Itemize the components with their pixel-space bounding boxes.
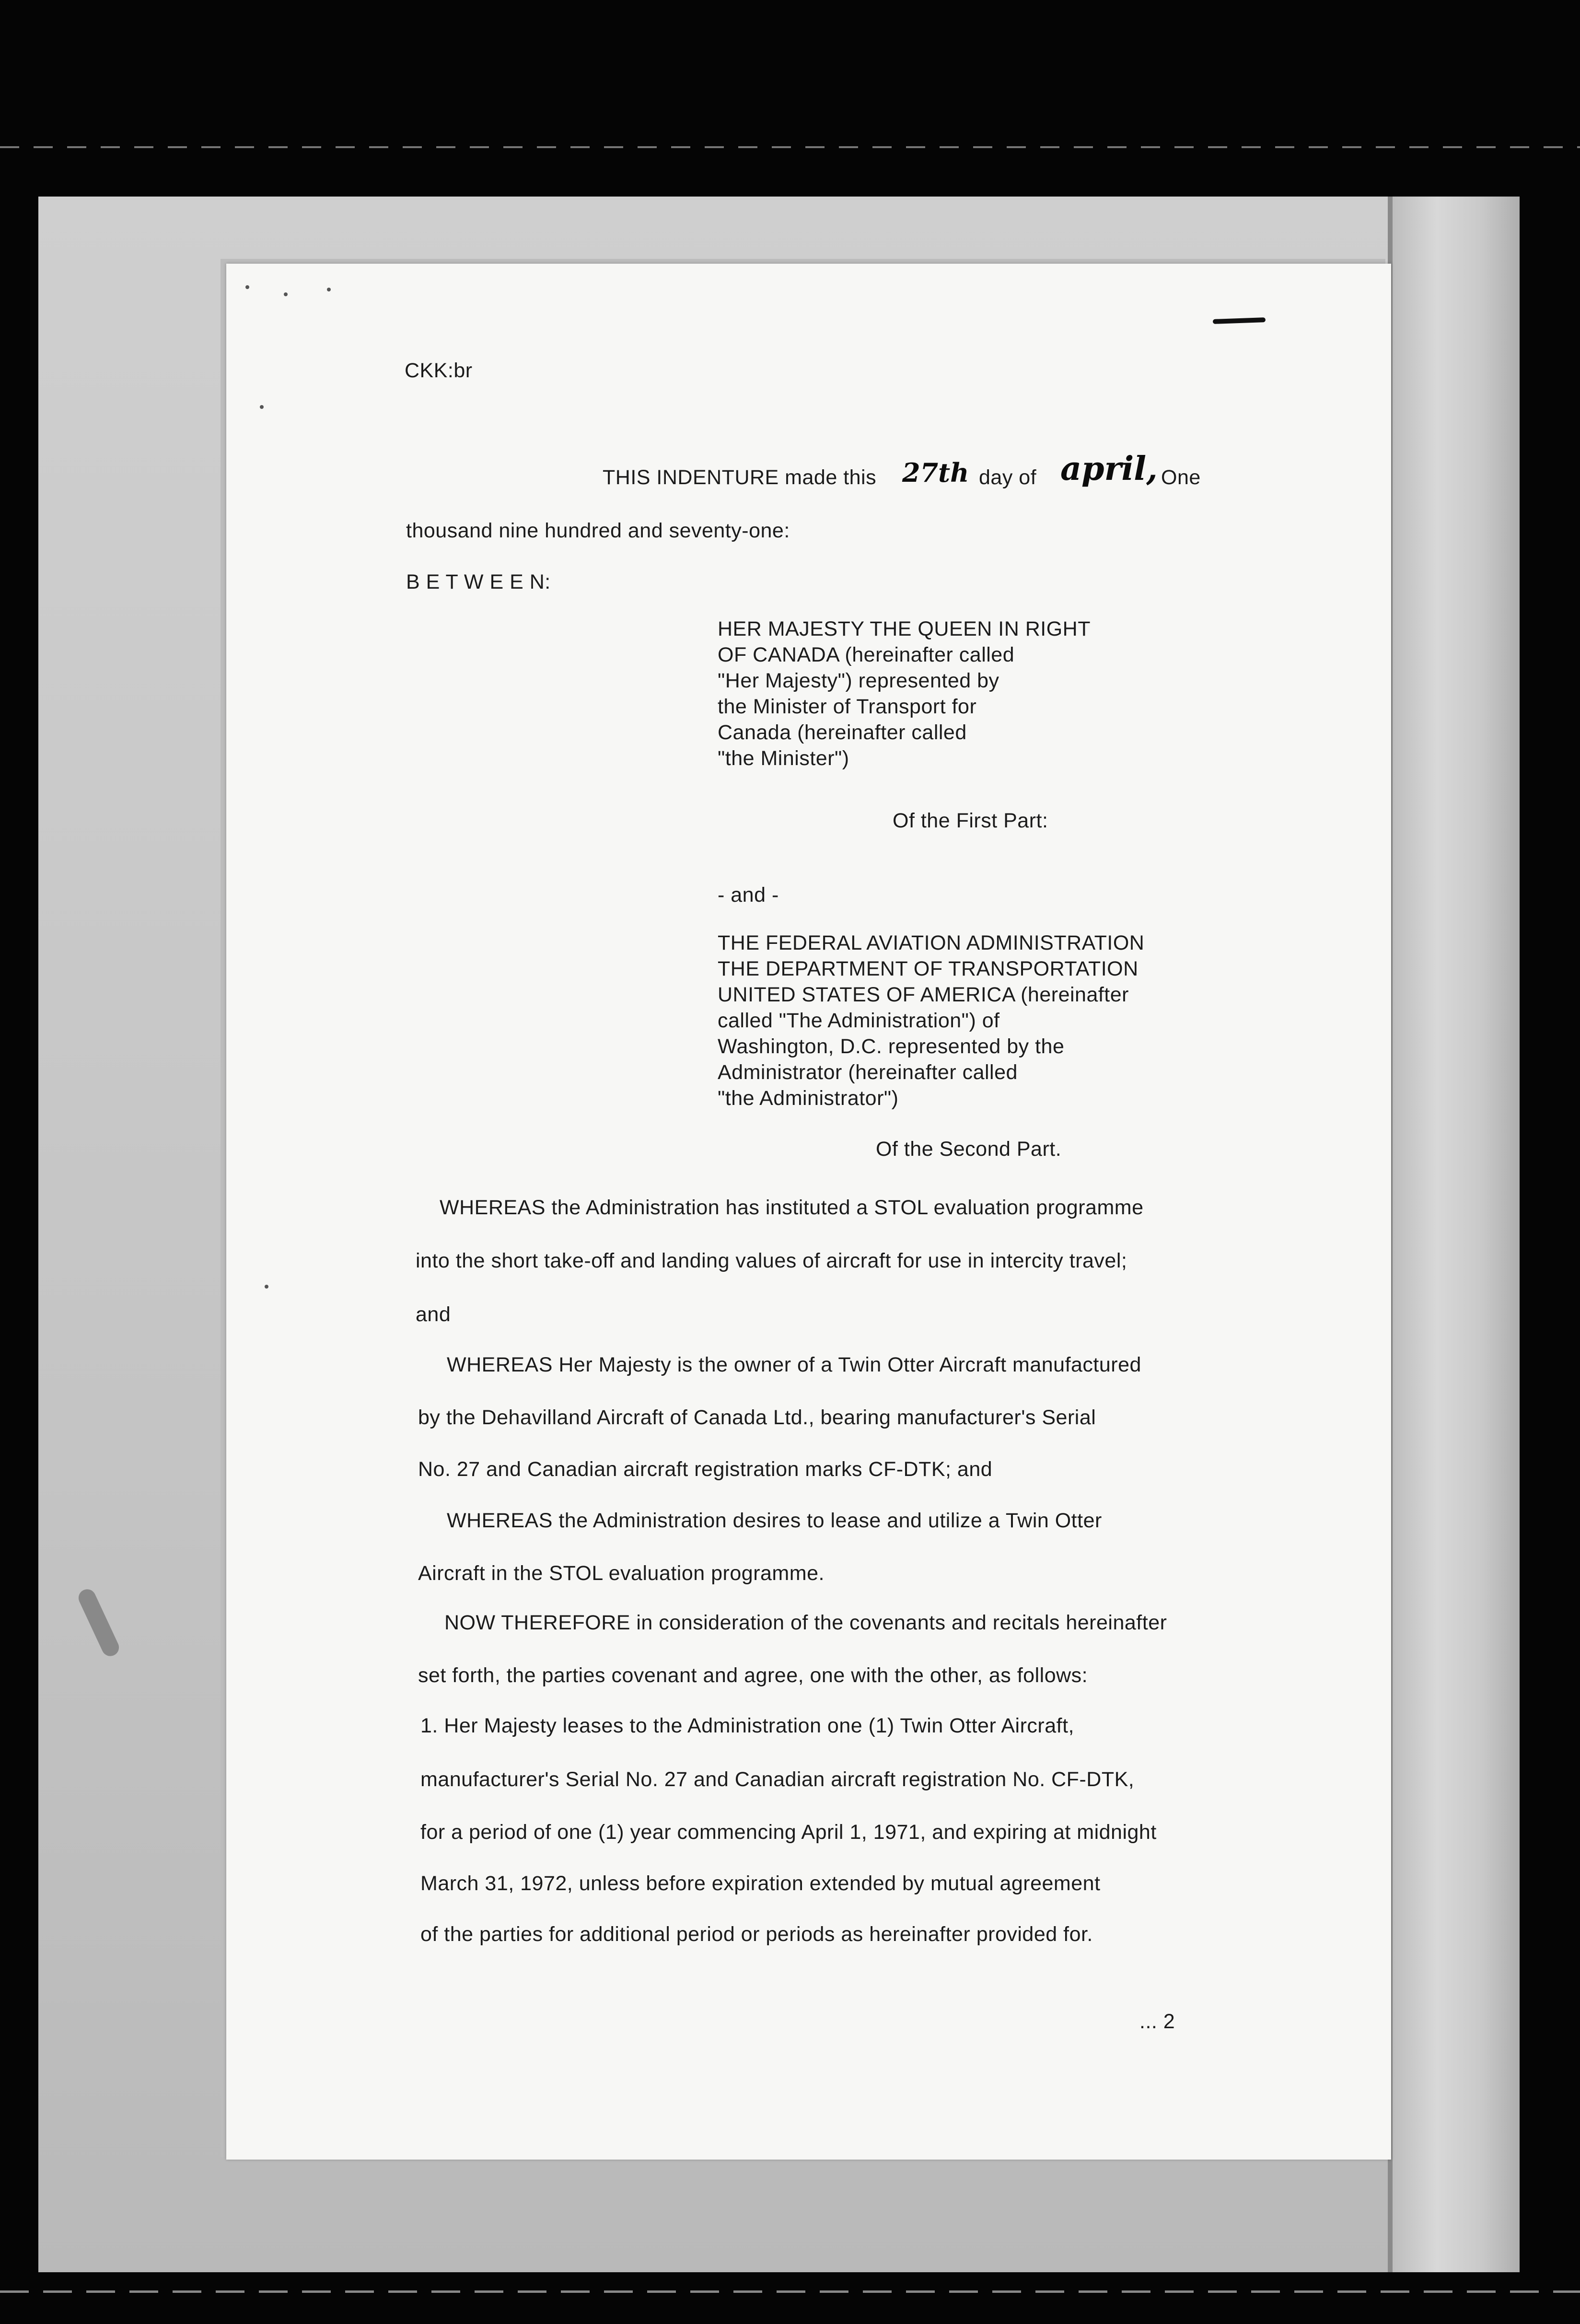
reference-initials: CKK:br	[405, 359, 473, 382]
party-one-line: HER MAJESTY THE QUEEN IN RIGHT	[718, 617, 1091, 640]
paper-speck	[260, 405, 264, 409]
paper-speck	[265, 1285, 268, 1289]
and-separator: - and -	[718, 883, 779, 906]
whereas-two-line: No. 27 and Canadian aircraft registration marks CF-DTK; and	[418, 1458, 993, 1481]
party-two-line: THE DEPARTMENT OF TRANSPORTATION	[718, 957, 1139, 980]
party-two-block	[718, 930, 1144, 1111]
whereas-one-line: WHEREAS the Administration has instituted a STOL evaluation programme	[440, 1196, 1144, 1219]
scan-binding-strip	[1388, 197, 1520, 2272]
party-one-block	[718, 616, 1091, 771]
paper-speck	[245, 285, 249, 289]
intro-printed-text: THIS INDENTURE made this	[603, 466, 877, 489]
page-continuation: ... 2	[1139, 2010, 1175, 2033]
handwritten-month: april,	[1060, 450, 1158, 488]
party-two-line: UNITED STATES OF AMERICA (hereinafter	[718, 983, 1129, 1006]
party-two-line: "the Administrator")	[718, 1087, 899, 1110]
party-two-line: THE FEDERAL AVIATION ADMINISTRATION	[718, 931, 1145, 954]
whereas-one-line: into the short take-off and landing values of aircraft for use in intercity travel;	[416, 1249, 1127, 1272]
whereas-one-line: and	[416, 1303, 451, 1326]
party-two-line: Administrator (hereinafter called	[718, 1061, 1018, 1084]
clause-one-line: for a period of one (1) year commencing April 1, 1971, and expiring at midnight	[420, 1821, 1157, 1844]
now-therefore-line: set forth, the parties covenant and agree, one with the other, as follows:	[418, 1664, 1088, 1687]
party-one-line: "Her Majesty") represented by	[718, 669, 999, 692]
film-top-edge	[0, 146, 1580, 148]
clause-one-line: March 31, 1972, unless before expiration extended by mutual agreement	[420, 1872, 1101, 1895]
party-one-line: the Minister of Transport for	[718, 695, 977, 718]
clause-one-line: manufacturer's Serial No. 27 and Canadian aircraft registration No. CF-DTK,	[420, 1768, 1135, 1791]
party-one-line: Canada (hereinafter called	[718, 721, 967, 744]
party-two-line: called "The Administration") of	[718, 1009, 1000, 1032]
now-therefore-line: NOW THEREFORE in consideration of the covenants and recitals hereinafter	[444, 1611, 1167, 1634]
intro-one-text: One	[1161, 466, 1201, 489]
whereas-three-line: WHEREAS the Administration desires to lease and utilize a Twin Otter	[447, 1509, 1102, 1532]
clause-one-line: of the parties for additional period or periods as hereinafter provided for.	[420, 1923, 1093, 1946]
clause-one-line: 1. Her Majesty leases to the Administration one (1) Twin Otter Aircraft,	[420, 1714, 1074, 1737]
party-one-line: "the Minister")	[718, 747, 849, 770]
intro-year-line: thousand nine hundred and seventy-one:	[406, 519, 790, 542]
party-two-line: Washington, D.C. represented by the	[718, 1035, 1065, 1058]
party-two-role: Of the Second Part.	[876, 1138, 1062, 1161]
whereas-three-line: Aircraft in the STOL evaluation programme.	[418, 1562, 825, 1585]
film-bottom-edge	[0, 2290, 1580, 2293]
handwritten-day: 27th	[902, 457, 969, 488]
whereas-two-line: WHEREAS Her Majesty is the owner of a Twin Otter Aircraft manufactured	[447, 1353, 1141, 1376]
paper-speck	[327, 288, 331, 291]
paper-speck	[284, 292, 288, 296]
whereas-two-line: by the Dehavilland Aircraft of Canada Ltd., bearing manufacturer's Serial	[418, 1406, 1096, 1429]
intro-day-of-text: day of	[979, 466, 1037, 489]
between-heading: B E T W E E N:	[406, 570, 551, 593]
party-one-line: OF CANADA (hereinafter called	[718, 643, 1015, 666]
party-one-role: Of the First Part:	[893, 809, 1048, 832]
document-page	[226, 264, 1391, 2160]
